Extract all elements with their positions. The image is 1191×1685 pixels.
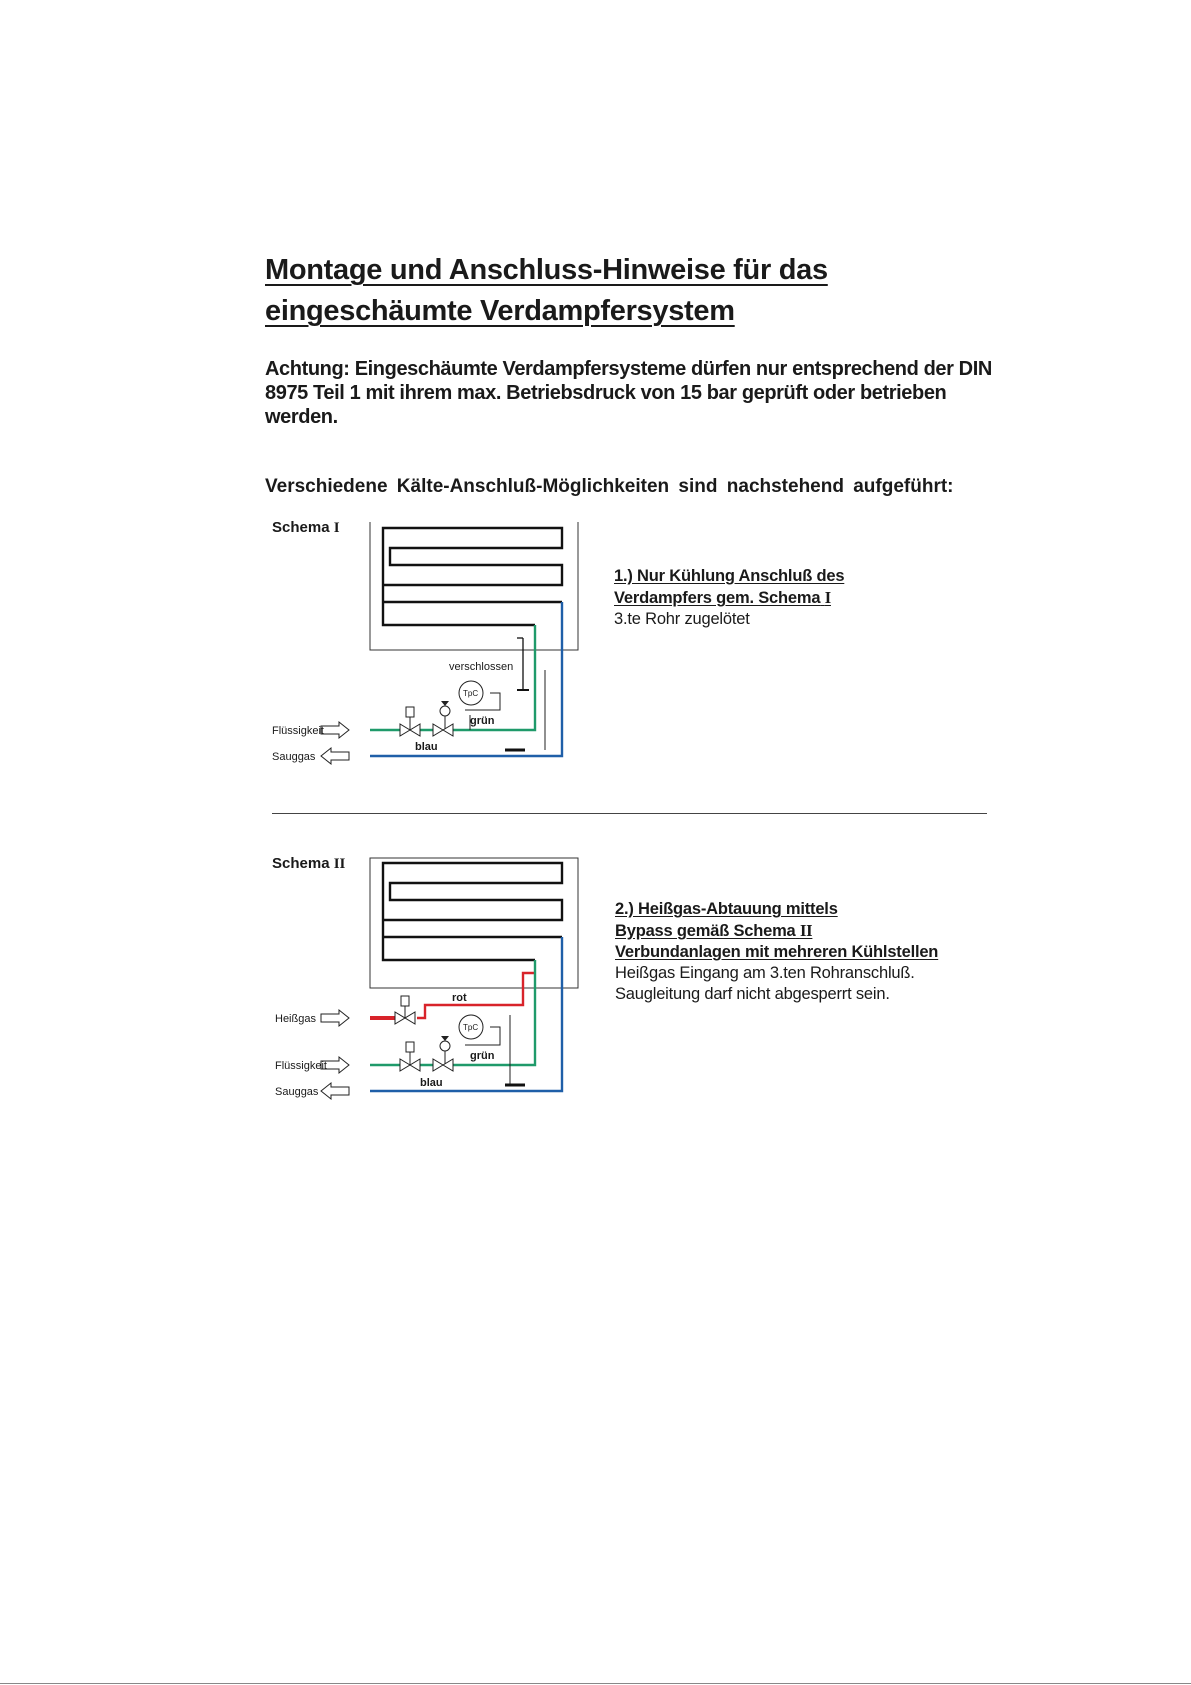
schema-2-label-text: Schema (272, 855, 330, 872)
schema-1-text: 3.te Rohr zugelötet (614, 610, 750, 628)
schema-2-numeral: II (333, 856, 346, 872)
schema-1-label-verschlossen: verschlossen (449, 661, 514, 673)
schema-1-heading-1: 1.) Nur Kühlung Anschluß des (614, 567, 845, 585)
schema-1-label-sauggas: Sauggas (272, 751, 316, 763)
page-title (265, 250, 905, 332)
schema-1-arrow-in (321, 722, 349, 738)
schema-2-diagram (265, 855, 605, 1105)
schema-2-arrow-out (321, 1083, 349, 1099)
intro-text: Verschiedene Kälte-Anschluß-Möglichkeiten sind nachstehend aufgeführt: (265, 476, 954, 497)
schema-1-description (614, 566, 994, 630)
warning-text: Achtung: Eingeschäumte Verdampfersysteme dürfen nur entsprechend der DIN 8975 Teil 1 mit ihrem max. Betriebsdruck von 15 bar geprüft oder betrieben werden. (265, 358, 992, 428)
schema-1-label-fluessigkeit: Flüssigkeit (272, 725, 324, 737)
schema-2-expansion-valve (433, 1059, 453, 1071)
title-line-1: Montage und Anschluss-Hinweise für das (265, 254, 828, 286)
schema-1-line-gruen (370, 625, 535, 730)
title-line-2: eingeschäumte Verdampfersystem (265, 295, 735, 327)
schema-2-label-rot: rot (452, 992, 467, 1004)
schema-2-label-sauggas: Sauggas (275, 1086, 319, 1098)
schema-2-heading-3: Verbundanlagen mit mehreren Kühlstellen (615, 943, 939, 961)
schema-1-arrow-out (321, 748, 349, 764)
schema-2-description (615, 899, 1035, 1005)
schema-1-heading-2-numeral: I (824, 588, 831, 607)
schema-2-label-blau: blau (420, 1077, 443, 1089)
section-divider (272, 813, 987, 814)
schema-2-heading-2-text: Bypass gemäß Schema (615, 922, 796, 940)
schema-2-heading-2 (615, 922, 812, 940)
schema-2-label-heissgas: Heißgas (275, 1013, 316, 1025)
schema-2-housing (370, 858, 578, 988)
schema-1-tpc-label: TpC (463, 689, 479, 698)
page-bottom-rule (0, 1683, 1191, 1684)
schema-1-diagram (265, 520, 605, 770)
schema-2-coil (383, 863, 562, 960)
schema-1-label-blau: blau (415, 741, 438, 753)
schema-1-numeral: I (333, 520, 340, 536)
schema-2-label-fluessigkeit: Flüssigkeit (275, 1060, 327, 1072)
schema-2-arrow-hotgas (321, 1010, 349, 1026)
schema-1-expansion-valve (433, 724, 453, 736)
schema-1-label-gruen: grün (470, 715, 495, 727)
schema-2-text-1: Heißgas Eingang am 3.ten Rohranschluß. (615, 964, 915, 982)
schema-2-heading-2-numeral: II (799, 921, 813, 940)
schema-1-coil (383, 528, 562, 625)
schema-1-heading-2-text: Verdampfers gem. Schema (614, 589, 821, 607)
schema-1-valve-head (440, 706, 450, 716)
schema-1-heading-2 (614, 589, 831, 607)
schema-2-label-gruen: grün (470, 1050, 495, 1062)
schema-2-heading-1: 2.) Heißgas-Abtauung mittels (615, 900, 838, 918)
schema-2-text-2: Saugleitung darf nicht abgesperrt sein. (615, 985, 890, 1003)
schema-2-tpc-label: TpC (463, 1023, 479, 1032)
schema-1-label-text: Schema (272, 519, 330, 536)
